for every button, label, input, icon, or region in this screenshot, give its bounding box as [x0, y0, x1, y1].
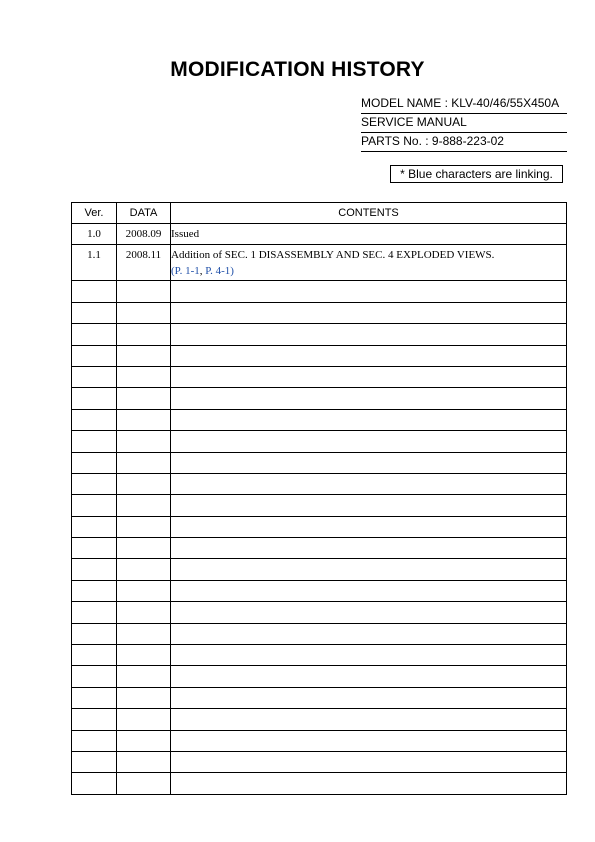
- table-row-empty: [72, 366, 567, 387]
- table-row: [72, 245, 567, 281]
- cell-contents: [171, 580, 567, 601]
- cell-ver: 1.0: [72, 224, 117, 245]
- cell-ver: [72, 687, 117, 708]
- cell-contents: [171, 645, 567, 666]
- table-row-empty: [72, 302, 567, 323]
- parts-number: PARTS No. : 9-888-223-02: [361, 132, 567, 152]
- cell-date: [117, 388, 171, 409]
- cell-ver: [72, 473, 117, 494]
- cell-date: [117, 431, 171, 452]
- page-title: MODIFICATION HISTORY: [170, 58, 425, 81]
- cell-date: [117, 495, 171, 516]
- manual-type: SERVICE MANUAL: [361, 113, 567, 133]
- cell-contents: [171, 345, 567, 366]
- cell-ver: [72, 324, 117, 345]
- cell-ver: [72, 602, 117, 623]
- cell-contents: [171, 773, 567, 794]
- table-row: [72, 224, 567, 245]
- model-name: MODEL NAME : KLV-40/46/55X450A: [361, 94, 567, 114]
- cell-date: [117, 345, 171, 366]
- table-row-empty: [72, 516, 567, 537]
- contents-text: Addition of SEC. 1 DISASSEMBLY AND SEC. 4 EXPLODED VIEWS.: [171, 249, 495, 262]
- cell-date: [117, 324, 171, 345]
- table-row-empty: [72, 559, 567, 580]
- cell-date: [117, 773, 171, 794]
- cell-ver: [72, 623, 117, 644]
- cell-ver: [72, 645, 117, 666]
- cell-contents: [171, 559, 567, 580]
- modification-table: [71, 202, 567, 795]
- cell-date: [117, 538, 171, 559]
- cell-contents: [171, 495, 567, 516]
- cell-date: [117, 559, 171, 580]
- cell-contents: [171, 751, 567, 772]
- cell-contents: [171, 687, 567, 708]
- cell-ver: [72, 730, 117, 751]
- cell-ver: [72, 302, 117, 323]
- table-header-row: [72, 203, 567, 224]
- cell-contents: [171, 302, 567, 323]
- cell-contents: [171, 516, 567, 537]
- cell-date: [117, 452, 171, 473]
- cell-contents: [171, 409, 567, 430]
- table-row-empty: [72, 495, 567, 516]
- link-paren-close: ): [230, 265, 234, 278]
- cell-ver: [72, 538, 117, 559]
- cell-ver: [72, 751, 117, 772]
- cell-contents: [171, 709, 567, 730]
- table-row-empty: [72, 687, 567, 708]
- cell-contents: [171, 473, 567, 494]
- table-row-empty: [72, 666, 567, 687]
- cell-date: [117, 730, 171, 751]
- cell-date: [117, 302, 171, 323]
- link-note: * Blue characters are linking.: [390, 165, 563, 183]
- link-paren-open: (: [171, 265, 175, 278]
- cell-date: [117, 687, 171, 708]
- table-row-empty: [72, 751, 567, 772]
- cell-contents: Issued: [171, 224, 567, 245]
- cell-contents: [171, 623, 567, 644]
- cell-ver: [72, 559, 117, 580]
- cell-ver: [72, 388, 117, 409]
- table-row-empty: [72, 345, 567, 366]
- cell-contents: [171, 431, 567, 452]
- cell-contents: [171, 730, 567, 751]
- table-row-empty: [72, 431, 567, 452]
- cell-contents: [171, 281, 567, 302]
- header-data: DATA: [117, 203, 171, 224]
- table-row-empty: [72, 473, 567, 494]
- table-row-empty: [72, 623, 567, 644]
- table-row-empty: [72, 281, 567, 302]
- table-row-empty: [72, 538, 567, 559]
- table-row-empty: [72, 730, 567, 751]
- table-row-empty: [72, 324, 567, 345]
- header-ver: Ver.: [72, 203, 117, 224]
- cell-ver: [72, 516, 117, 537]
- link-p4-1[interactable]: P. 4-1: [205, 265, 231, 278]
- cell-date: [117, 281, 171, 302]
- cell-contents: [171, 245, 567, 281]
- cell-ver: 1.1: [72, 245, 117, 281]
- cell-date: [117, 666, 171, 687]
- cell-date: [117, 751, 171, 772]
- cell-ver: [72, 580, 117, 601]
- cell-ver: [72, 666, 117, 687]
- table-row-empty: [72, 452, 567, 473]
- link-separator: ,: [199, 265, 206, 278]
- cell-ver: [72, 773, 117, 794]
- table-row-empty: [72, 602, 567, 623]
- cell-date: [117, 602, 171, 623]
- table-row-empty: [72, 645, 567, 666]
- cell-ver: [72, 409, 117, 430]
- link-p1-1[interactable]: P. 1-1: [174, 265, 200, 278]
- table-row-empty: [72, 580, 567, 601]
- cell-date: 2008.11: [117, 245, 171, 281]
- table-row-empty: [72, 773, 567, 794]
- cell-contents: [171, 324, 567, 345]
- cell-date: [117, 580, 171, 601]
- table-row-empty: [72, 409, 567, 430]
- cell-contents: [171, 538, 567, 559]
- cell-date: [117, 366, 171, 387]
- header-contents: CONTENTS: [171, 203, 567, 224]
- cell-date: [117, 645, 171, 666]
- cell-contents: [171, 388, 567, 409]
- cell-ver: [72, 281, 117, 302]
- cell-date: [117, 623, 171, 644]
- cell-date: [117, 473, 171, 494]
- table-row-empty: [72, 388, 567, 409]
- cell-contents: [171, 666, 567, 687]
- cell-ver: [72, 452, 117, 473]
- cell-date: [117, 516, 171, 537]
- cell-date: [117, 709, 171, 730]
- cell-ver: [72, 709, 117, 730]
- cell-date: 2008.09: [117, 224, 171, 245]
- cell-ver: [72, 345, 117, 366]
- cell-contents: [171, 602, 567, 623]
- cell-ver: [72, 431, 117, 452]
- cell-contents: [171, 452, 567, 473]
- table-row-empty: [72, 709, 567, 730]
- cell-contents: [171, 366, 567, 387]
- cell-ver: [72, 366, 117, 387]
- cell-date: [117, 409, 171, 430]
- cell-ver: [72, 495, 117, 516]
